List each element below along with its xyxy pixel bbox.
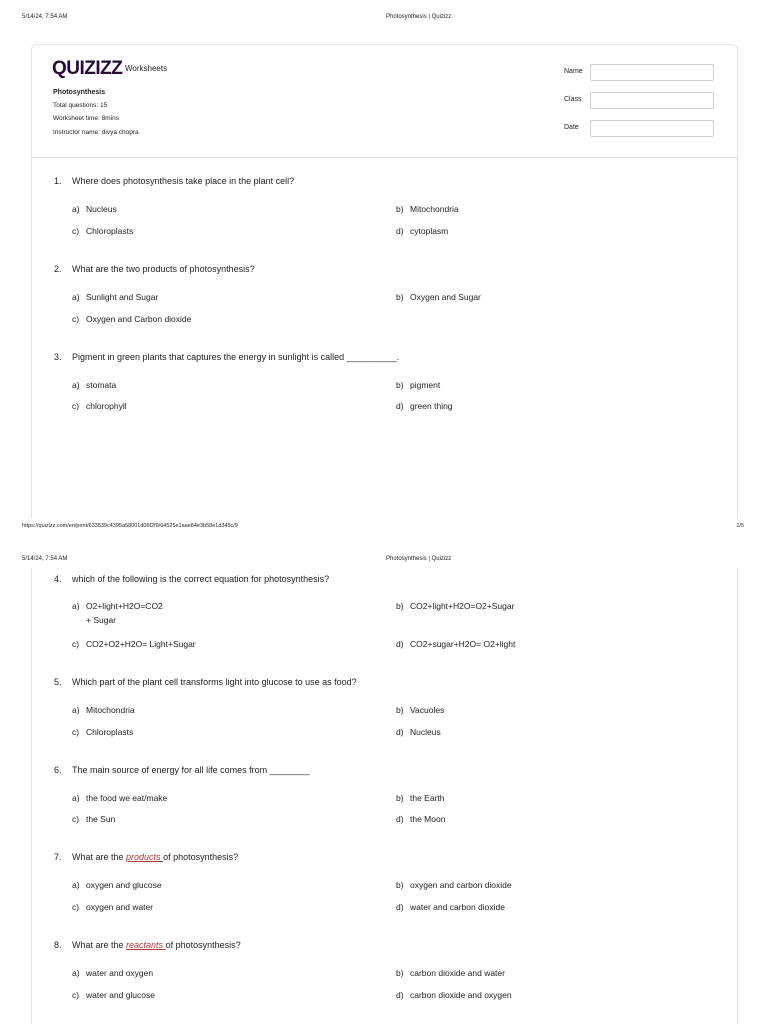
option-4c: c) CO2+O2+H2O= Light+Sugar xyxy=(72,639,196,649)
option-2c: c) Oxygen and Carbon dioxide xyxy=(72,314,192,324)
option-5d: d) Nucleus xyxy=(396,727,441,737)
class-field[interactable] xyxy=(590,92,714,109)
option-7c: c) oxygen and water xyxy=(72,902,154,912)
option-4d: d) CO2+sugar+H2O= O2+light xyxy=(396,639,516,649)
question-number: 6. xyxy=(54,765,62,775)
option-8b: b) carbon dioxide and water xyxy=(396,968,505,978)
option-3c: c) chlorophyll xyxy=(72,401,127,411)
option-7a: a) oxygen and glucose xyxy=(72,880,162,890)
question-text: Where does photosynthesis take place in the plant cell? xyxy=(72,176,295,186)
question-number: 4. xyxy=(54,574,62,584)
option-4b: b) CO2+light+H2O=O2+Sugar xyxy=(396,601,515,611)
name-label: Name xyxy=(564,68,583,75)
print-date: 5/14/24, 7:54 AM xyxy=(22,556,68,562)
option-5c: c) Chloroplasts xyxy=(72,727,134,737)
option-6b: b) the Earth xyxy=(396,793,445,803)
question-number: 8. xyxy=(54,940,62,950)
question-number: 3. xyxy=(54,352,62,362)
date-label: Date xyxy=(564,124,579,131)
print-date: 5/14/24, 7:54 AM xyxy=(22,14,68,20)
option-6d: d) the Moon xyxy=(396,814,446,824)
option-1a: a) Nucleus xyxy=(72,204,117,214)
total-questions: Total questions: 15 xyxy=(53,102,108,109)
page-number: 1/5 xyxy=(736,523,744,529)
name-field[interactable] xyxy=(590,64,714,81)
print-header xyxy=(0,14,768,28)
option-6c: c) the Sun xyxy=(72,814,116,824)
print-url: https://quizizz.com/en/print/633539c4395a58001d06f2f9/64525e1aae84e3b58e1d345c/9 xyxy=(22,523,238,529)
option-4a: a) O2+light+H2O=CO2 + Sugar xyxy=(72,601,163,625)
question-text: What are the two products of photosynthesis? xyxy=(72,264,255,274)
date-field[interactable] xyxy=(590,120,714,137)
print-title: Photosynthesis | Quizizz xyxy=(386,14,452,20)
option-1d: d) cytoplasm xyxy=(396,226,449,236)
question-text: Pigment in green plants that captures the energy in sunlight is called __________. xyxy=(72,352,400,362)
option-7b: b) oxygen and carbon dioxide xyxy=(396,880,512,890)
question-text: What are the products of photosynthesis? xyxy=(72,852,239,862)
logo-subtitle: Worksheets xyxy=(125,64,168,73)
option-8c: c) water and glucose xyxy=(72,990,155,1000)
question-number: 7. xyxy=(54,852,62,862)
question-text: The main source of energy for all life comes from ________ xyxy=(72,765,310,775)
instructor-name: Instructor name: divya chopra xyxy=(53,129,139,136)
question-number: 1. xyxy=(54,176,62,186)
question-number: 5. xyxy=(54,677,62,687)
option-5b: b) Vacuoles xyxy=(396,705,445,715)
option-5a: a) Mitochondria xyxy=(72,705,135,715)
highlight-reactants: reactants xyxy=(126,940,166,950)
question-text: What are the reactants of photosynthesis? xyxy=(72,940,241,950)
worksheet-title: Photosynthesis xyxy=(53,89,106,96)
option-3d: d) green thing xyxy=(396,401,453,411)
option-3b: b) pigment xyxy=(396,380,441,390)
option-3a: a) stomata xyxy=(72,380,117,390)
highlight-products: products xyxy=(126,852,164,862)
option-8d: d) carbon dioxide and oxygen xyxy=(396,990,512,1000)
option-7d: d) water and carbon dioxide xyxy=(396,902,505,912)
print-title: Photosynthesis | Quizizz xyxy=(386,556,452,562)
option-2b: b) Oxygen and Sugar xyxy=(396,292,481,302)
worksheet-header xyxy=(31,44,738,158)
option-6a: a) the food we eat/make xyxy=(72,793,168,803)
question-number: 2. xyxy=(54,264,62,274)
question-text: which of the following is the correct equation for photosynthesis? xyxy=(72,574,330,584)
class-label: Class xyxy=(564,96,582,103)
option-2a: a) Sunlight and Sugar xyxy=(72,292,159,302)
option-8a: a) water and oxygen xyxy=(72,968,154,978)
worksheet-time: Worksheet time: 8mins xyxy=(53,115,119,122)
option-1c: c) Chloroplasts xyxy=(72,226,134,236)
quizizz-logo: QUIZIZZ xyxy=(52,58,123,79)
option-1b: b) Mitochondria xyxy=(396,204,459,214)
question-text: Which part of the plant cell transforms light into glucose to use as food? xyxy=(72,677,357,687)
